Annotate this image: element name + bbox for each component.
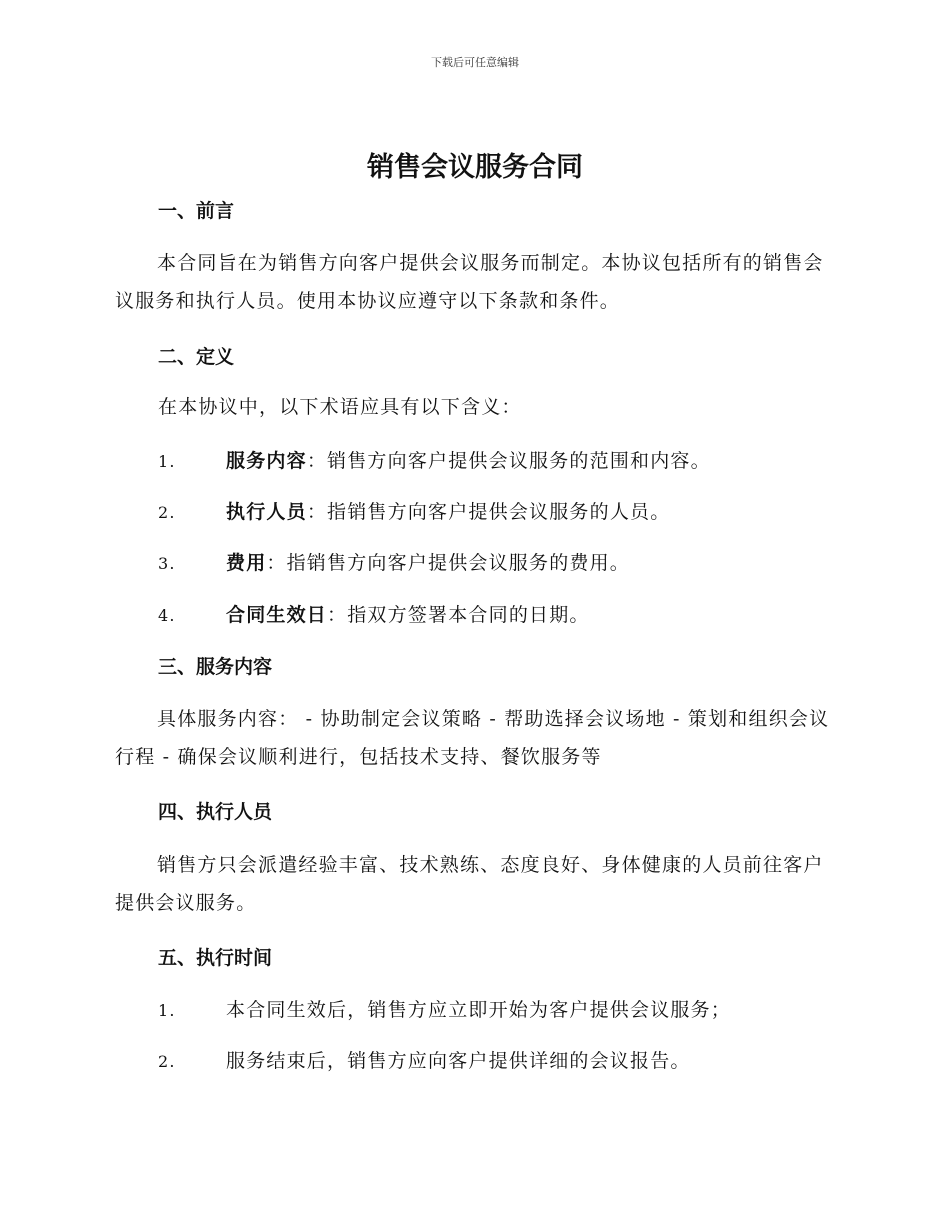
definition-term: 服务内容 (226, 450, 307, 472)
definitions-intro: 在本协议中，以下术语应具有以下含义： (158, 396, 522, 418)
list-number: 4. (158, 606, 176, 625)
preface-paragraph: 本合同旨在为销售方向客户提供会议服务而制定。本协议包括所有的销售会议服务和执行人员。使用本协议应遵守以下条款和条件。 (115, 252, 824, 312)
section-heading-definitions: 二、定义 (158, 346, 235, 368)
list-number: 2. (158, 503, 176, 522)
definition-text: ：指销售方向客户提供会议服务的费用。 (266, 552, 631, 574)
section-heading-schedule: 五、执行时间 (158, 947, 273, 969)
schedule-text: 本合同生效后，销售方应立即开始为客户提供会议服务； (226, 999, 732, 1021)
personnel-paragraph: 销售方只会派遣经验丰富、技术熟练、态度良好、身体健康的人员前往客户提供会议服务。 (115, 854, 824, 914)
list-number: 2. (158, 1052, 176, 1071)
list-number: 3. (158, 554, 176, 573)
schedule-item (158, 997, 731, 1024)
definition-item (158, 499, 670, 526)
services-paragraph: 具体服务内容： - 协助制定会议策略 - 帮助选择会议场地 - 策划和组织会议行程 - 确保会议顺利进行，包括技术支持、餐饮服务等 (115, 708, 830, 768)
schedule-text: 服务结束后，销售方应向客户提供详细的会议报告。 (226, 1050, 691, 1072)
definition-item (158, 550, 630, 577)
section-heading-personnel: 四、执行人员 (158, 801, 273, 823)
definition-text: ：指双方签署本合同的日期。 (327, 604, 590, 626)
section-heading-services: 三、服务内容 (158, 656, 273, 678)
schedule-item (158, 1048, 691, 1075)
definition-item (158, 602, 590, 629)
definition-term: 费用 (226, 552, 267, 574)
list-number: 1. (158, 452, 176, 471)
definition-item (158, 448, 711, 475)
definition-term: 执行人员 (226, 501, 307, 523)
definition-text: ：指销售方向客户提供会议服务的人员。 (306, 501, 671, 523)
definition-term: 合同生效日 (226, 604, 328, 626)
header-note: 下载后可任意编辑 (431, 56, 519, 69)
section-heading-preface: 一、前言 (158, 200, 235, 222)
document-title: 销售会议服务合同 (367, 152, 583, 183)
definition-text: ：销售方向客户提供会议服务的范围和内容。 (306, 450, 711, 472)
list-number: 1. (158, 1001, 176, 1020)
